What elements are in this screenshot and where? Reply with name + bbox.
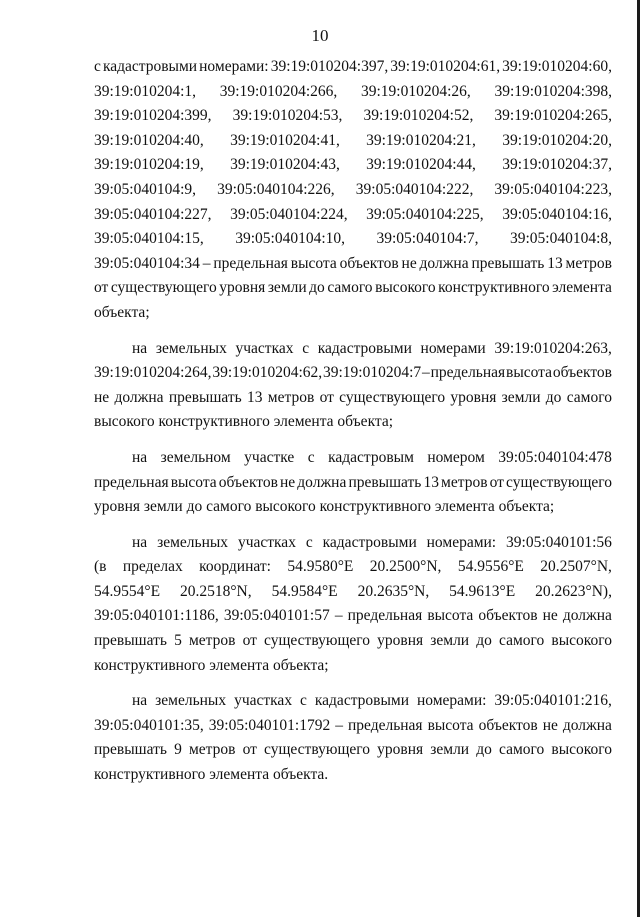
- word: уровня земли до самого высокого конструктивного элемента объекта;: [94, 498, 555, 516]
- text-line: [94, 80, 612, 105]
- word: кадастровыми: [102, 58, 198, 75]
- word: 54.9554°E: [94, 582, 161, 600]
- word: 39:05:040104:224,: [230, 205, 348, 223]
- word: объектов: [218, 473, 278, 491]
- text-line: [94, 178, 612, 203]
- word: 39:05:040104:225,: [366, 205, 484, 223]
- text-line: [94, 410, 612, 435]
- word: 20.2500°N,: [369, 558, 442, 576]
- word: 39:19:010204:7: [323, 364, 422, 382]
- word: существующего: [264, 632, 370, 650]
- word: земли: [430, 741, 470, 759]
- word: 39:05:040101:1186,: [94, 607, 219, 625]
- word: уровня: [219, 279, 266, 297]
- word: превышать: [348, 473, 422, 491]
- word: самого: [327, 279, 373, 297]
- text-line: [94, 252, 612, 277]
- word: на: [132, 339, 148, 357]
- word: 39:05:040104:9,: [94, 180, 197, 198]
- word: 9: [174, 741, 182, 759]
- text-line: [94, 555, 612, 580]
- paragraph-gap: [94, 326, 612, 337]
- word: 39:19:010204:263,: [494, 339, 612, 357]
- word: объектов: [478, 607, 538, 625]
- text-line: [94, 763, 612, 788]
- text-line: [94, 301, 612, 326]
- paragraph: [94, 446, 612, 520]
- word: 39:05:040104:34: [94, 254, 200, 272]
- word: земельных: [155, 692, 227, 710]
- word: с: [305, 533, 313, 551]
- word: 54.9556°E: [457, 558, 524, 576]
- word: 39:05:040104:7,: [376, 230, 479, 248]
- word: должна: [562, 607, 612, 625]
- word: 54.9613°E: [449, 582, 516, 600]
- word: существующего: [339, 388, 446, 406]
- word: высокого: [375, 279, 436, 297]
- word: метров: [565, 254, 612, 272]
- word: высота: [427, 716, 474, 734]
- word: 20.2635°N,: [357, 582, 430, 600]
- text-line: [94, 337, 612, 362]
- text-line: [94, 629, 612, 654]
- word: до: [309, 279, 325, 297]
- word: конструктивного: [438, 279, 550, 297]
- text-line: [94, 471, 612, 496]
- word: 39:19:010204:40,: [94, 131, 204, 149]
- word: должна: [562, 716, 612, 734]
- word: 54.9580°E: [287, 558, 354, 576]
- paragraph-gap: [94, 520, 612, 531]
- word: конструктивного элемента объекта;: [94, 656, 329, 674]
- word: 39:19:010204:62,: [212, 364, 323, 382]
- text-line: [94, 203, 612, 228]
- word: конструктивного элемента объекта.: [94, 766, 329, 784]
- word: высота: [506, 364, 553, 382]
- word: с: [302, 339, 310, 357]
- text-line: [94, 361, 612, 386]
- word: высокого: [551, 741, 612, 759]
- body-text: [94, 55, 612, 788]
- word: 39:05:040101:35,: [94, 716, 204, 734]
- word: от: [94, 279, 109, 297]
- word: уровня: [377, 632, 424, 650]
- word: участках: [234, 692, 293, 710]
- text-line: [94, 531, 612, 556]
- word: метров: [188, 741, 236, 759]
- paragraph: [94, 55, 612, 326]
- word: 39:05:040101:1792: [208, 716, 331, 734]
- word: 39:05:040104:10,: [235, 230, 346, 248]
- word: 39:05:040104:15,: [94, 230, 204, 248]
- word: 39:05:040104:222,: [355, 180, 474, 198]
- word: предельная: [94, 473, 169, 491]
- text-line: [94, 446, 612, 471]
- word: уровня: [450, 388, 497, 406]
- word: 13: [247, 388, 263, 406]
- word: на: [132, 533, 148, 551]
- word: 39:19:010204:21,: [366, 131, 476, 149]
- word: на: [132, 692, 148, 710]
- text-line: [94, 104, 612, 129]
- word: не: [94, 388, 110, 406]
- word: объектов: [552, 364, 612, 382]
- word: 39:05:040101:57: [223, 607, 330, 625]
- word: 39:05:040104:227,: [94, 205, 212, 223]
- word: метров: [188, 632, 236, 650]
- word: не: [401, 254, 417, 272]
- word: не: [280, 473, 296, 491]
- word: земли: [430, 632, 470, 650]
- word: 5: [174, 632, 182, 650]
- word: 20.2507°N,: [540, 558, 612, 576]
- word: 39:05:040101:56: [506, 533, 612, 551]
- word: с: [307, 448, 315, 466]
- text-line: [94, 276, 612, 301]
- word: метров: [441, 473, 488, 491]
- text-line: [94, 738, 612, 763]
- word: 39:19:010204:53,: [232, 107, 343, 125]
- word: от: [242, 741, 257, 759]
- word: 39:19:010204:52,: [363, 107, 474, 125]
- word: 39:19:010204:37,: [502, 156, 612, 174]
- word: высота: [427, 607, 474, 625]
- word: 39:19:010204:399,: [94, 107, 212, 125]
- word: 39:05:040104:16,: [502, 205, 612, 223]
- text-line: [94, 495, 612, 520]
- word: предельная: [213, 254, 288, 272]
- word: 20.2518°N,: [179, 582, 252, 600]
- word: номерами:: [426, 533, 497, 551]
- text-line: [94, 604, 612, 629]
- word: самого: [499, 741, 545, 759]
- word: 39:19:010204:61,: [390, 58, 501, 75]
- word: самого: [566, 388, 612, 406]
- word: 39:19:010204:264,: [94, 364, 212, 382]
- text-line: [94, 55, 612, 80]
- word: 39:19:010204:1,: [94, 82, 197, 100]
- word: номером: [427, 448, 485, 466]
- word: кадастровыми: [314, 692, 409, 710]
- word: превышать: [94, 741, 167, 759]
- word: координат:: [199, 558, 271, 576]
- text-line: [94, 654, 612, 679]
- text-line: [94, 580, 612, 605]
- word: 39:19:010204:41,: [230, 131, 340, 149]
- word: существующего: [264, 741, 370, 759]
- word: 39:19:010204:19,: [94, 156, 204, 174]
- word: земли: [267, 279, 307, 297]
- word: номерами:: [416, 692, 487, 710]
- word: высота: [290, 254, 337, 272]
- word: метров: [267, 388, 315, 406]
- text-line: [94, 227, 612, 252]
- word: 39:19:010204:20,: [502, 131, 612, 149]
- word: превышать: [168, 388, 242, 406]
- word: на: [132, 448, 148, 466]
- word: земельных: [155, 339, 227, 357]
- word: земельных: [157, 533, 229, 551]
- paragraph: [94, 337, 612, 435]
- word: (в: [94, 558, 107, 576]
- word: до: [476, 741, 492, 759]
- word: высокого конструктивного элемента объекта;: [94, 413, 394, 431]
- word: 39:05:040101:216,: [494, 692, 612, 710]
- word: не: [542, 607, 558, 625]
- word: участке: [244, 448, 295, 466]
- word: до: [545, 388, 562, 406]
- word: существующего: [110, 279, 217, 297]
- word: 13: [423, 473, 439, 491]
- word: 39:19:010204:397,: [270, 58, 389, 75]
- word: 39:05:040104:223,: [494, 180, 612, 198]
- text-line: [94, 153, 612, 178]
- paragraph: [94, 531, 612, 679]
- word: высокого: [551, 632, 612, 650]
- word: предельная: [430, 364, 506, 382]
- word: предельная: [347, 607, 423, 625]
- word: пределах: [122, 558, 183, 576]
- word: номерами:: [199, 58, 269, 75]
- word: существующего: [506, 473, 612, 491]
- paragraph: [94, 689, 612, 787]
- word: –: [202, 254, 211, 272]
- word: 13: [547, 254, 563, 272]
- word: 54.9584°E: [271, 582, 338, 600]
- word: 39:19:010204:43,: [230, 156, 340, 174]
- word: до: [476, 632, 492, 650]
- word: –: [335, 716, 343, 734]
- word: –: [422, 364, 430, 382]
- text-line: [94, 386, 612, 411]
- word: не: [542, 716, 558, 734]
- word: земли: [501, 388, 541, 406]
- word: земельном: [160, 448, 231, 466]
- word: от: [489, 473, 504, 491]
- paragraph-gap: [94, 435, 612, 446]
- word: –: [334, 607, 343, 625]
- word: объектов: [339, 254, 399, 272]
- word: 39:19:010204:266,: [219, 82, 338, 100]
- word: 39:05:040104:226,: [217, 180, 335, 198]
- page-number: 10: [311, 26, 329, 45]
- word: кадастровым: [328, 448, 414, 466]
- word: 39:05:040104:478: [498, 448, 612, 466]
- text-line: [94, 689, 612, 714]
- word: от: [242, 632, 257, 650]
- text-line: [94, 129, 612, 154]
- paragraph-gap: [94, 678, 612, 689]
- word: кадастровыми: [322, 533, 417, 551]
- word: уровня: [377, 741, 424, 759]
- word: элемента: [552, 279, 612, 297]
- word: кадастровыми: [317, 339, 412, 357]
- word: объекта;: [94, 303, 150, 321]
- word: 20.2623°N),: [535, 582, 612, 600]
- word: превышать: [471, 254, 545, 272]
- word: 39:19:010204:60,: [502, 58, 612, 75]
- word: превышать: [94, 632, 167, 650]
- word: самого: [499, 632, 545, 650]
- word: объектов: [478, 716, 538, 734]
- word: должна: [114, 388, 164, 406]
- word: от: [319, 388, 334, 406]
- word: с: [94, 58, 101, 75]
- word: 39:19:010204:44,: [366, 156, 476, 174]
- text-line: [94, 714, 612, 739]
- word: 39:19:010204:398,: [494, 82, 612, 100]
- word: участках: [235, 339, 294, 357]
- word: участках: [237, 533, 296, 551]
- word: с: [300, 692, 307, 710]
- word: должна: [297, 473, 347, 491]
- word: номерами: [420, 339, 486, 357]
- word: предельная: [347, 716, 423, 734]
- word: 39:05:040104:8,: [509, 230, 612, 248]
- word: 39:19:010204:26,: [360, 82, 471, 100]
- word: высота: [170, 473, 217, 491]
- word: 39:19:010204:265,: [494, 107, 612, 125]
- word: должна: [419, 254, 469, 272]
